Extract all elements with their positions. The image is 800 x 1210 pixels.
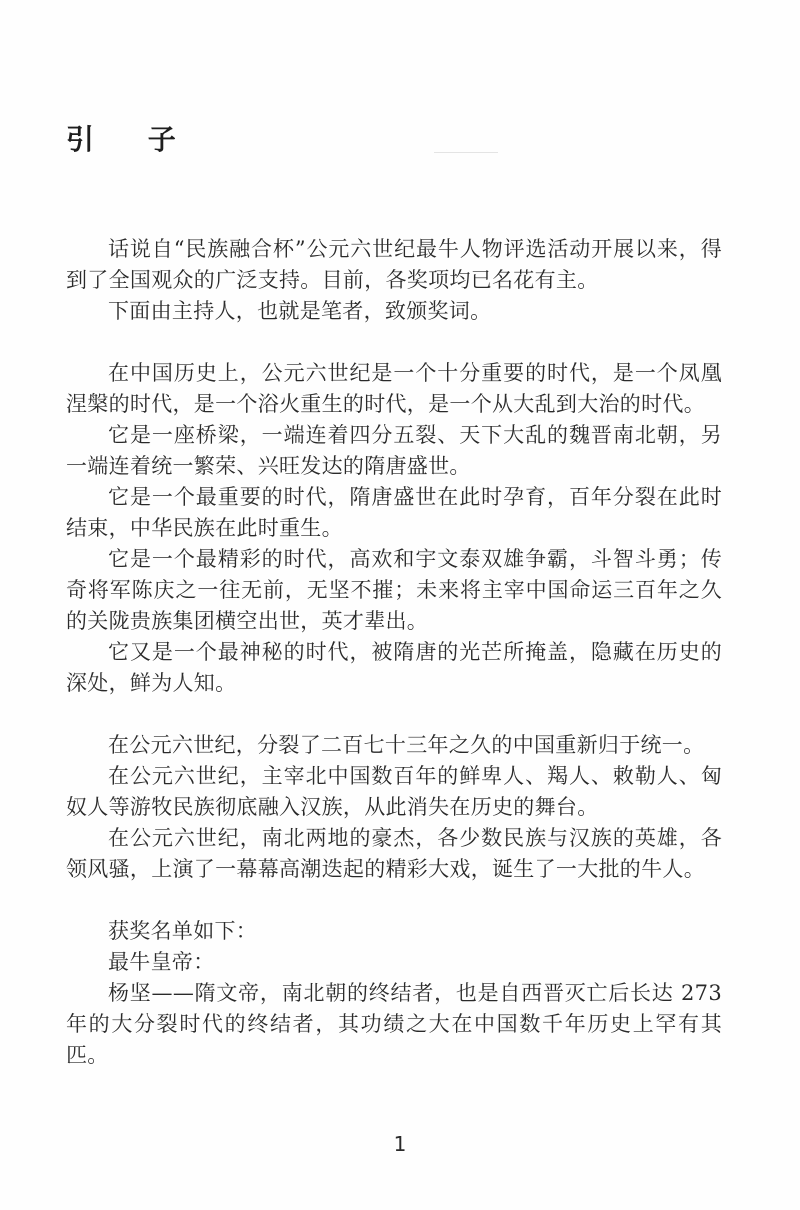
paragraph: 下面由主持人，也就是笔者，致颁奖词。	[108, 299, 492, 323]
section-gap	[66, 699, 722, 730]
chapter-body	[66, 234, 722, 1071]
section-gap	[66, 327, 722, 358]
paragraph: 它又是一个最神秘的时代，被隋唐的光芒所掩盖，隐藏在历史的深处，鲜为人知。	[66, 640, 722, 695]
paragraph: 它是一个最精彩的时代，高欢和宇文泰双雄争霸，斗智斗勇；传奇将军陈庆之一往无前，无坚不摧；未来将主宰中国命运三百年之久的关陇贵族集团横空出世，英才辈出。	[66, 547, 722, 633]
chapter-title: 引 子	[66, 123, 198, 156]
paragraph: 它是一座桥梁，一端连着四分五裂、天下大乱的魏晋南北朝，另一端连着统一繁荣、兴旺发达的隋唐盛世。	[66, 423, 722, 478]
paragraph: 在公元六世纪，南北两地的豪杰，各少数民族与汉族的英雄，各领风骚，上演了一幕幕高潮迭起的精彩大戏，诞生了一大批的牛人。	[66, 826, 722, 881]
paragraph: 话说自“民族融合杯”公元六世纪最牛人物评选活动开展以来，得到了全国观众的广泛支持。目前，各奖项均已名花有主。	[66, 237, 722, 292]
scan-mark	[434, 152, 498, 153]
page-number: 1	[393, 1132, 407, 1156]
paragraph: 在中国历史上，公元六世纪是一个十分重要的时代，是一个凤凰涅槃的时代，是一个浴火重生的时代，是一个从大乱到大治的时代。	[66, 361, 722, 416]
paragraph: 获奖名单如下：	[108, 919, 258, 943]
paragraph: 在公元六世纪，分裂了二百七十三年之久的中国重新归于统一。	[108, 733, 705, 757]
paragraph: 杨坚——隋文帝，南北朝的终结者，也是自西晋灭亡后长达 273 年的大分裂时代的终结者，其功绩之大在中国数千年历史上罕有其匹。	[66, 981, 722, 1067]
paragraph: 最牛皇帝：	[108, 950, 215, 974]
section-gap	[66, 885, 722, 916]
paragraph: 它是一个最重要的时代，隋唐盛世在此时孕育，百年分裂在此时结束，中华民族在此时重生。	[66, 485, 722, 540]
paragraph: 在公元六世纪，主宰北中国数百年的鲜卑人、羯人、敕勒人、匈奴人等游牧民族彻底融入汉族，从此消失在历史的舞台。	[66, 764, 722, 819]
